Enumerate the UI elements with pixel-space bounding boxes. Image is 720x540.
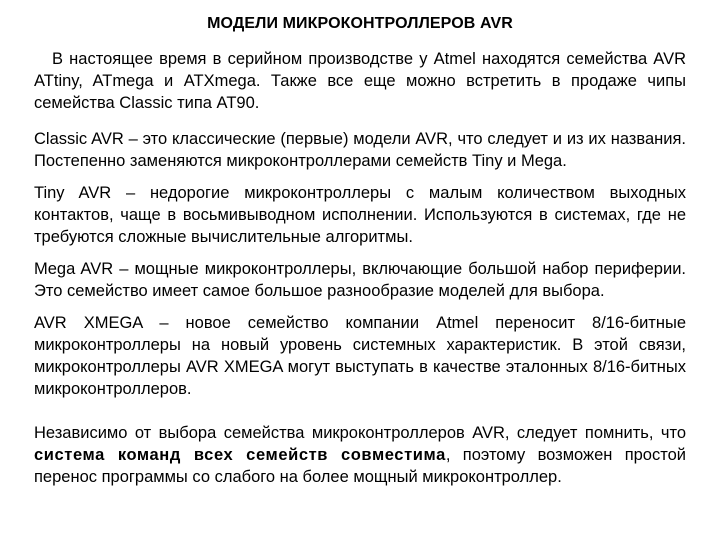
conclusion-text-before: Независимо от выбора семейства микроконтроллеров AVR, следует помнить, что [34, 424, 686, 442]
conclusion-paragraph [34, 422, 686, 488]
family-paragraph-xmega [34, 312, 686, 400]
family-name: Classic AVR [34, 130, 124, 148]
family-paragraph-mega [34, 258, 686, 302]
family-description: – мощные микроконтроллеры, включающие большой набор периферии. Это семейство имеет самое большое разнообразие моделей для выбора. [34, 260, 686, 300]
family-name: Mega AVR [34, 260, 114, 278]
family-description: – новое семейство компании Atmel переносит 8/16-битные микроконтроллеры на новый уровень системных характеристик. В этой связи, микроконтроллеры AVR XMEGA могут выступать в качестве эталонных 8/16-битных микроконтроллеров. [34, 314, 686, 398]
family-description: – недорогие микроконтроллеры с малым количеством выходных контактов, чаще в восьмивыводном исполнении. Используются в системах, где не требуются сложные вычислительные алгоритмы. [34, 184, 686, 246]
family-description: – это классические (первые) модели AVR, что следует и из их названия. Постепенно заменяются микроконтроллерами семейств Tiny и Mega. [34, 130, 686, 170]
page-title: МОДЕЛИ МИКРОКОНТРОЛЛЕРОВ AVR [207, 15, 513, 32]
intro-paragraph: В настоящее время в серийном производстве у Atmel находятся семейства AVR ATtiny, ATmega и ATXmega. Также все еще можно встретить в продаже чипы семейства Classic типа AT90. [34, 50, 686, 112]
family-paragraph-classic [34, 128, 686, 172]
conclusion-emphasis: система команд всех семейств совместима [34, 446, 446, 464]
family-name: Tiny AVR [34, 184, 112, 202]
family-paragraph-tiny [34, 182, 686, 248]
conclusion-text-after: , поэтому возможен простой перенос программы со слабого на более мощный микроконтроллер. [34, 446, 686, 486]
family-name: AVR XMEGA [34, 314, 143, 332]
